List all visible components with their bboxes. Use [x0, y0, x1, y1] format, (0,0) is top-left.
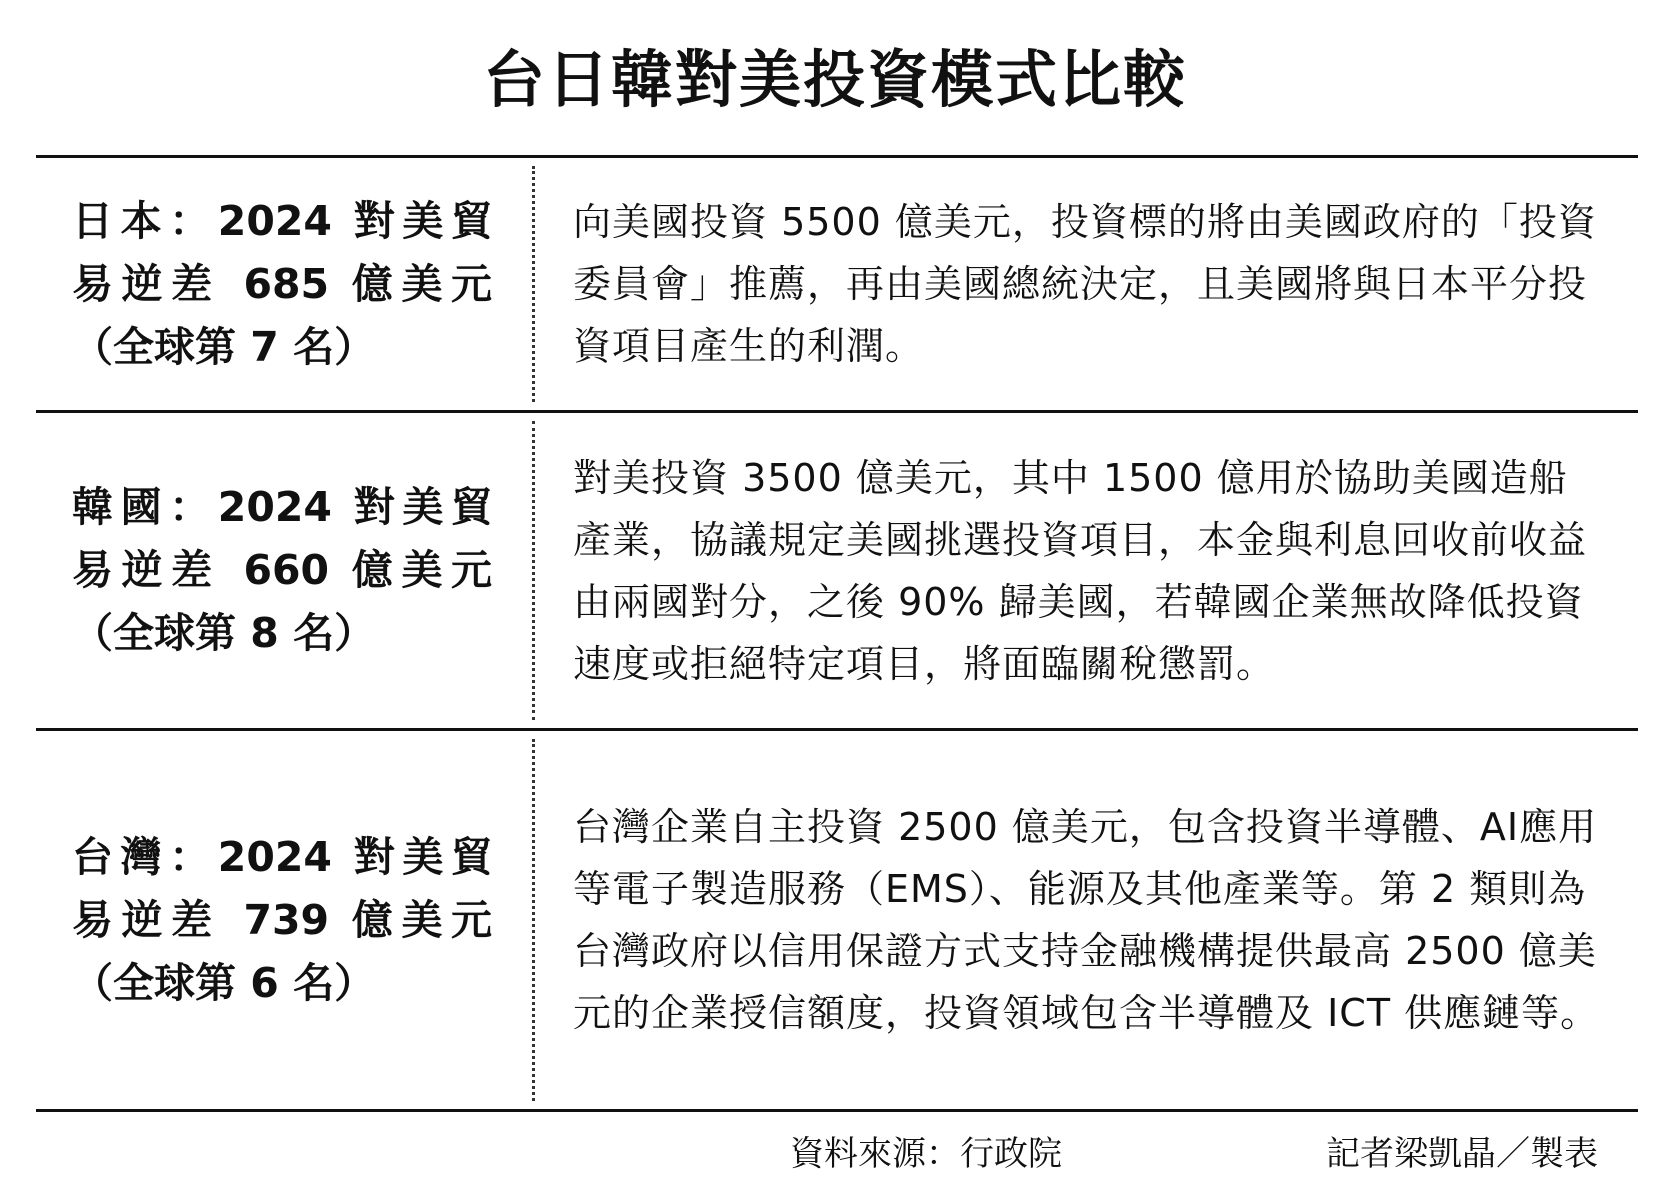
deficit-line: 易逆差 739 億美元 [72, 895, 492, 944]
country-line: 韓國：2024 對美貿 [72, 483, 492, 531]
comparison-table [36, 155, 1638, 1112]
description-text: 對美投資 3500 億美元，其中 1500 億用於協助美國造船產業，協議規定美國挑選投資項目，本金與利息回收前收益由兩國對分，之後 90% 歸美國，若韓國企業無故降低投資速度或拒絕特定項目，將面臨關稅懲罰。 [573, 455, 1588, 686]
table-row-taiwan [36, 728, 1638, 1112]
page-title: 台日韓對美投資模式比較 [482, 43, 1187, 116]
rank-line: （全球第 7 名） [72, 322, 376, 371]
country-cell [36, 158, 532, 410]
description-cell [535, 731, 1638, 1109]
description-cell [535, 158, 1638, 410]
rank-line: （全球第 8 名） [72, 609, 376, 657]
rank-line: （全球第 6 名） [72, 958, 376, 1007]
deficit-line: 易逆差 685 億美元 [72, 259, 492, 308]
country-line: 台灣：2024 對美貿 [72, 832, 492, 881]
table-row-korea [36, 410, 1638, 728]
country-cell [36, 413, 532, 728]
source-note: 資料來源：行政院 [790, 1134, 1062, 1174]
description-cell [535, 413, 1638, 728]
deficit-line: 易逆差 660 億美元 [72, 546, 492, 594]
country-cell [36, 731, 532, 1109]
description-text: 台灣企業自主投資 2500 億美元，包含投資半導體、AI應用等電子製造服務（EMS）、能源及其他產業等。第 2 類則為台灣政府以信用保證方式支持金融機構提供最高 2500 億美元的企業授信額度，投資領域包含半導體及 ICT 供應鏈等。 [573, 805, 1600, 1035]
credit-note: 記者梁凱晶／製表 [1326, 1134, 1598, 1174]
country-line: 日本：2024 對美貿 [72, 196, 492, 245]
description-text: 向美國投資 5500 億美元，投資標的將由美國政府的「投資委員會」推薦，再由美國總統決定，且美國將與日本平分投資項目產生的利潤。 [573, 200, 1597, 368]
table-row-japan [36, 155, 1638, 410]
